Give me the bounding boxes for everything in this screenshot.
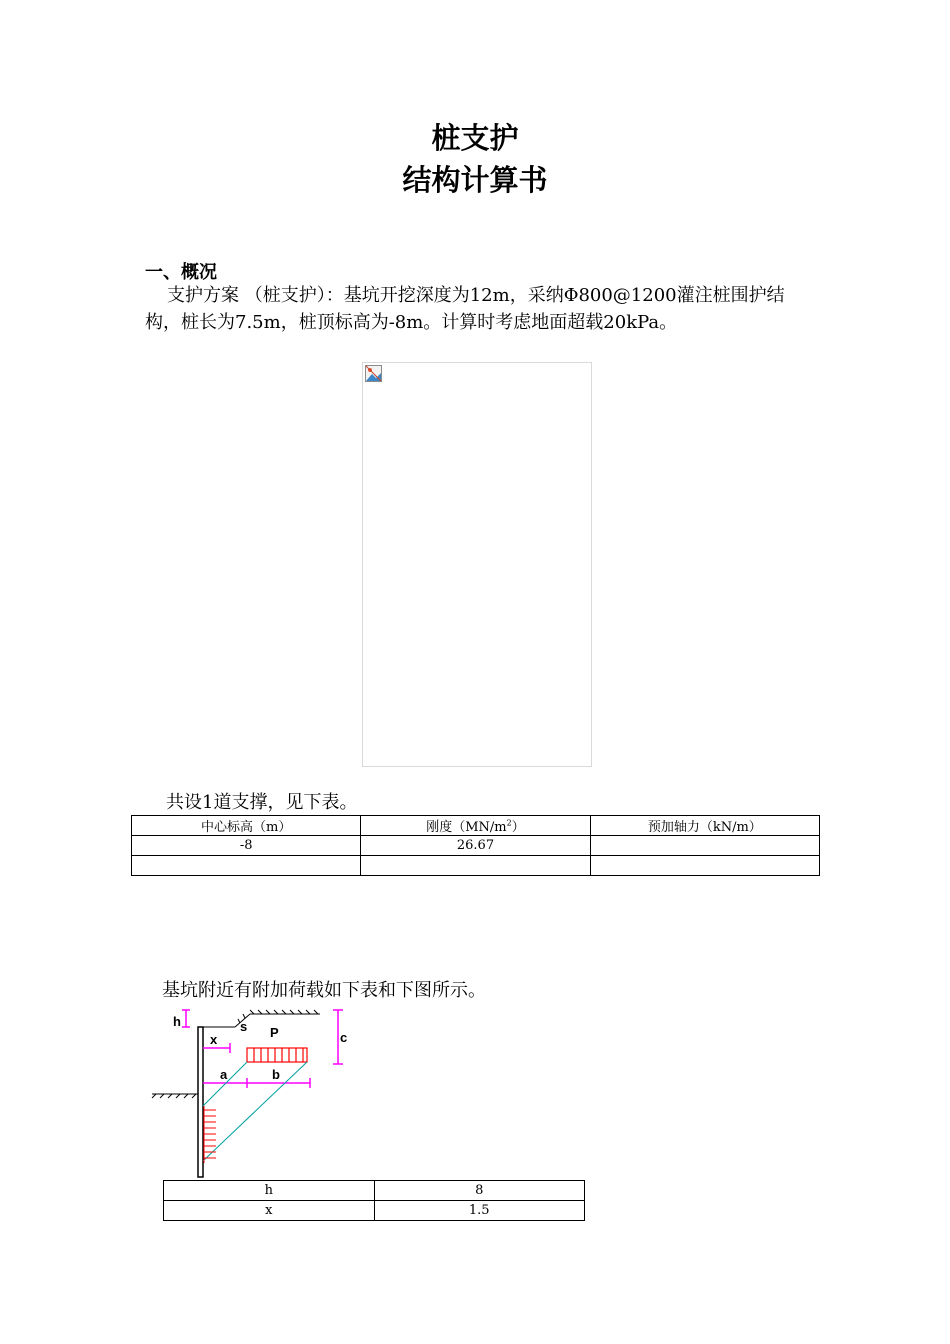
retaining-wall [198,1027,203,1177]
dimension-h [182,1010,190,1027]
support-caption: 共设1道支撑，见下表。 [166,792,358,813]
label-c: c [340,1030,348,1045]
table-cell: x [164,1201,375,1221]
superscript: 2 [506,818,512,828]
doc-subtitle: 结构计算书 [402,163,548,197]
label-h: h [173,1014,181,1029]
header-cell-text: 刚度（MN/m [426,820,507,835]
table-cell [590,836,819,856]
label-x: x [210,1032,218,1047]
table-cell: 1.5 [374,1201,585,1221]
label-a: a [220,1067,228,1082]
table-cell [361,856,590,876]
table-row [164,1201,585,1221]
table-cell: 26.67 [361,836,590,856]
table-cell [590,856,819,876]
surcharge-load [247,1048,307,1062]
support-table [131,815,820,876]
table-cell [132,856,361,876]
table-header-row [132,816,820,836]
diffusion-lines [203,1062,307,1161]
load-table [163,1180,585,1221]
label-p: P [270,1025,279,1040]
table-cell: -8 [132,836,361,856]
ground-surface [200,1010,320,1027]
table-row [132,836,820,856]
table-row [132,856,820,876]
label-s: s [240,1019,248,1034]
header-cell: 中心标高（m） [132,816,361,836]
broken-image-icon [365,365,382,382]
doc-title: 桩支护 [431,121,519,155]
label-b: b [272,1067,280,1082]
load-diagram [150,1006,360,1181]
load-caption: 基坑附近有附加荷载如下表和下图所示。 [162,980,486,1001]
pit-bottom [152,1094,198,1098]
section-heading-overview: 一、概况 [145,262,217,283]
header-cell: 预加轴力（kN/m） [590,816,819,836]
overview-paragraph: 支护方案 （桩支护）：基坑开挖深度为12m，采纳Φ800@1200灌注桩围护结构，桩长为7.5m，桩顶标高为-8m。计算时考虑地面超载20kPa。 [145,285,785,333]
table-row [164,1181,585,1201]
table-cell: h [164,1181,375,1201]
table-cell: 8 [374,1181,585,1201]
header-cell [361,816,590,836]
header-cell-text: ） [511,820,525,835]
missing-section-image [362,362,592,767]
